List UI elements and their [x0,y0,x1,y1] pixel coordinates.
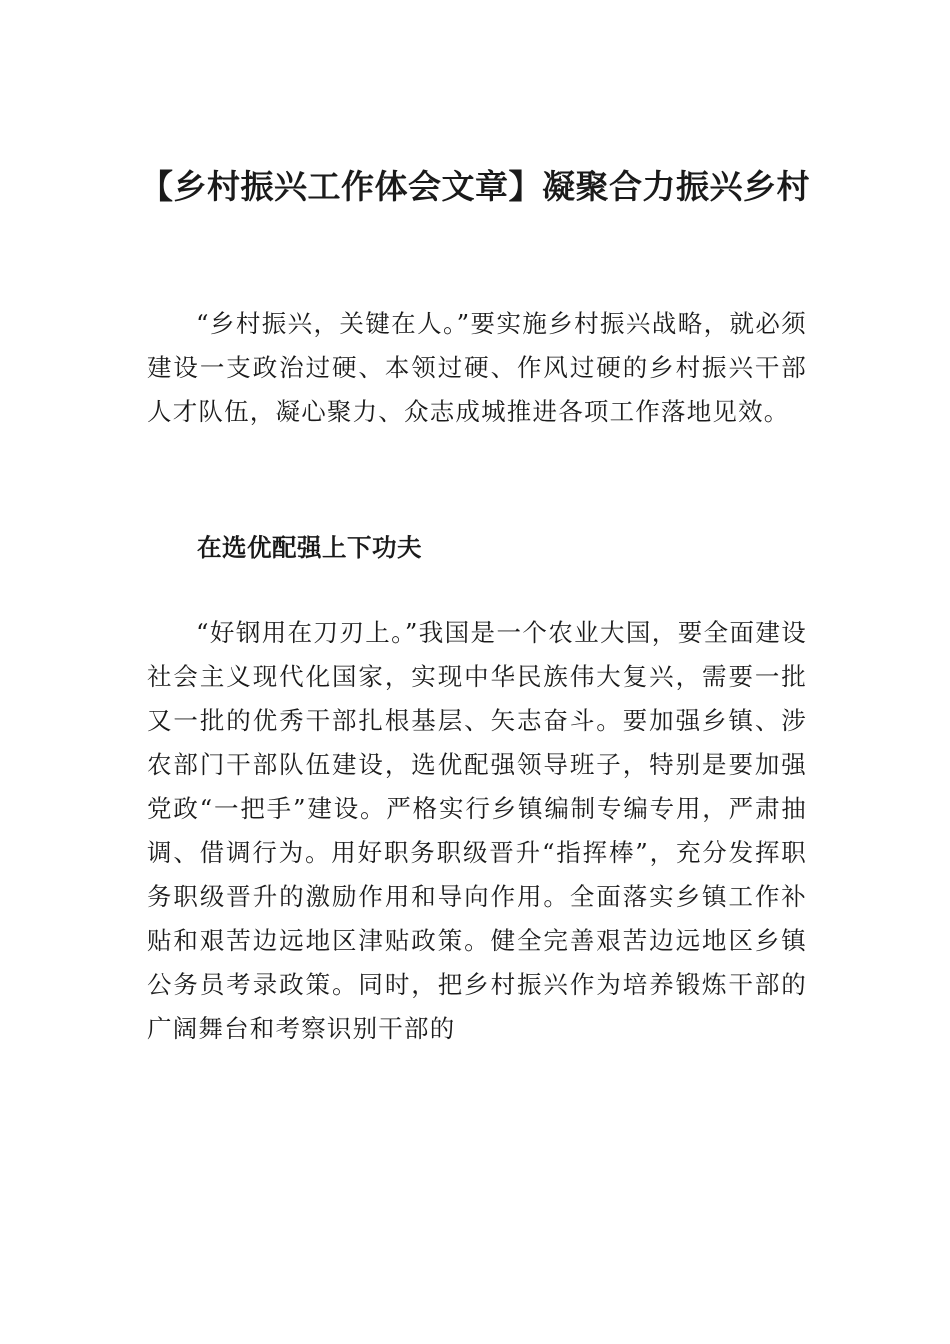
body-paragraph: “好钢用在刀刃上。”我国是一个农业大国，要全面建设社会主义现代化国家，实现中华民族伟大复兴，需要一批又一批的优秀干部扎根基层、矢志奋斗。要加强乡镇、涉农部门干部队伍建设，选优配强领导班子，特别是要加强党政“一把手”建设。严格实行乡镇编制专编专用，严肃抽调、借调行为。用好职务职级晋升“指挥棒”，充分发挥职务职级晋升的激励作用和导向作用。全面落实乡镇工作补贴和艰苦边远地区津贴政策。健全完善艰苦边远地区乡镇公务员考录政策。同时，把乡村振兴作为培养锻炼干部的广阔舞台和考察识别干部的 [147,618,807,1043]
document-title: 【乡村振兴工作体会文章】凝聚合力振兴乡村 [140,167,810,206]
intro-paragraph: “乡村振兴，关键在人。”要实施乡村振兴战略，就必须建设一支政治过硬、本领过硬、作风过硬的乡村振兴干部人才队伍，凝心聚力、众志成城推进各项工作落地见效。 [147,309,807,426]
section-heading: 在选优配强上下功夫 [197,533,422,562]
